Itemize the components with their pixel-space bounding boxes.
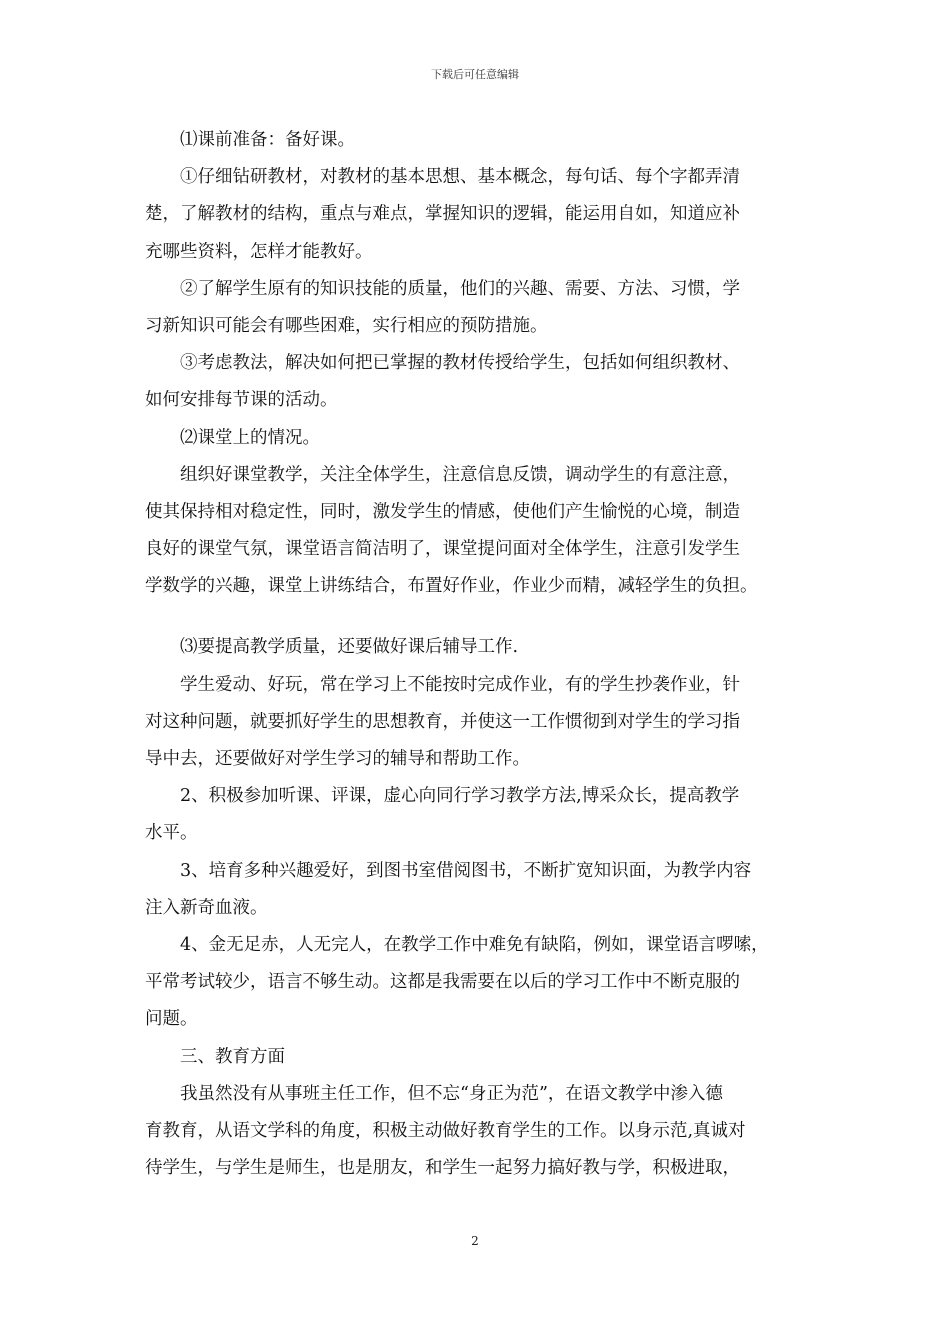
paragraph-line: 组织好课堂教学，关注全体学生，注意信息反馈，调动学生的有意注意， <box>180 464 740 485</box>
paragraph-line: 学数学的兴趣，课堂上讲练结合，布置好作业，作业少而精，减轻学生的负担。 <box>145 576 758 597</box>
paragraph-line: ③考虑教法，解决如何把已掌握的教材传授给学生，包括如何组织教材、 <box>180 353 740 374</box>
paragraph-line: 如何安排每节课的活动。 <box>145 390 338 411</box>
paragraph-line: 育教育，从语文学科的角度，积极主动做好教育学生的工作。以身示范,真诚对 <box>145 1120 746 1141</box>
paragraph-line: 习新知识可能会有哪些困难，实行相应的预防措施。 <box>145 315 548 336</box>
paragraph-line: 平常考试较少，语言不够生动。这都是我需要在以后的学习工作中不断克服的 <box>145 972 740 993</box>
paragraph-line: ⑵课堂上的情况。 <box>180 427 320 448</box>
section-heading: 三、教育方面 <box>180 1046 285 1067</box>
paragraph-line: ⑶要提高教学质量，还要做好课后辅导工作. <box>180 637 519 658</box>
paragraph-line: 学生爱动、好玩，常在学习上不能按时完成作业，有的学生抄袭作业，针 <box>180 674 740 695</box>
paragraph-line: 问题。 <box>145 1009 198 1030</box>
paragraph-line: 待学生，与学生是师生，也是朋友，和学生一起努力搞好教与学，积极进取， <box>145 1158 740 1179</box>
paragraph-line: ②了解学生原有的知识技能的质量，他们的兴趣、需要、方法、习惯，学 <box>180 278 740 299</box>
paragraph-line: 水平。 <box>145 823 198 844</box>
paragraph-line: 楚，了解教材的结构，重点与难点，掌握知识的逻辑，能运用自如，知道应补 <box>145 204 740 225</box>
paragraph-line: 对这种问题，就要抓好学生的思想教育，并使这一工作惯彻到对学生的学习指 <box>145 711 740 732</box>
paragraph-line: 3、培育多种兴趣爱好，到图书室借阅图书，不断扩宽知识面，为教学内容 <box>180 860 752 881</box>
paragraph-line: 注入新奇血液。 <box>145 897 268 918</box>
page-header: 下载后可任意编辑 <box>431 68 519 81</box>
paragraph-line: 我虽然没有从事班主任工作，但不忘“身正为范”，在语文教学中渗入德 <box>180 1083 723 1104</box>
paragraph-line: 良好的课堂气氛，课堂语言简洁明了，课堂提问面对全体学生，注意引发学生 <box>145 539 740 560</box>
paragraph-line: 导中去，还要做好对学生学习的辅导和帮助工作。 <box>145 749 530 769</box>
paragraph-gap <box>145 605 825 629</box>
paragraph-line: 2、积极参加听课、评课，虚心向同行学习教学方法,博采众长，提高教学 <box>180 786 740 807</box>
paragraph-line: ①仔细钻研教材，对教材的基本思想、基本概念，每句话、每个字都弄清 <box>180 167 740 188</box>
paragraph-line: ⑴课前准备：备好课。 <box>180 130 355 150</box>
paragraph-line: 4、金无足赤，人无完人，在教学工作中难免有缺陷，例如，课堂语言啰嗦， <box>180 934 769 955</box>
page-number: 2 <box>471 1234 479 1248</box>
document-body <box>145 122 825 1187</box>
paragraph-line: 使其保持相对稳定性，同时，激发学生的情感，使他们产生愉悦的心境，制造 <box>145 501 740 522</box>
paragraph-line: 充哪些资料，怎样才能教好。 <box>145 241 373 262</box>
